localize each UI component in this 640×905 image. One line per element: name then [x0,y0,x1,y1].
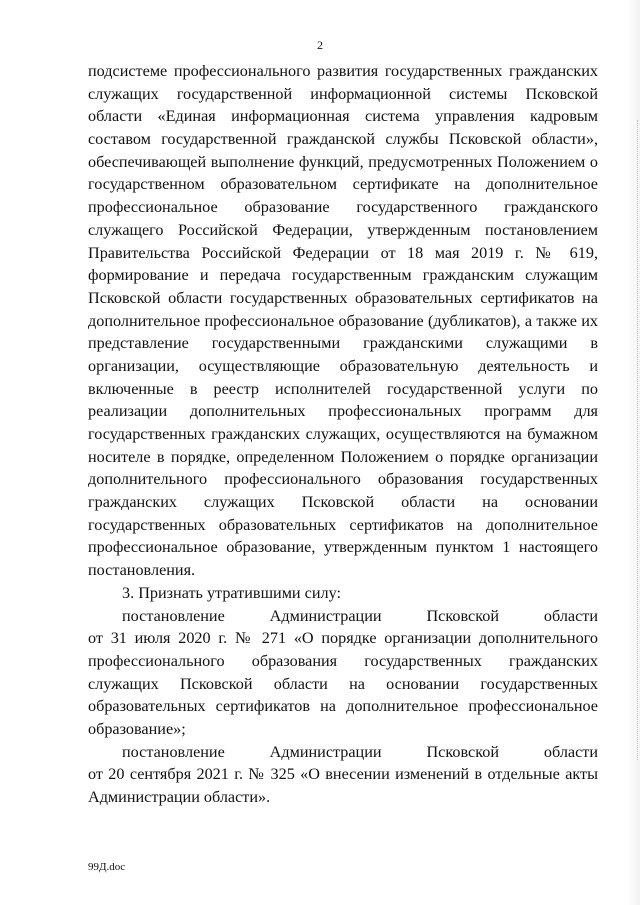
text-line: организации, осуществляющие образовательную деятельность и [88,356,598,375]
text-line: государственном образовательном сертификате на дополнительное [88,175,598,194]
text-line: от 20 сентября 2021 г. № 325 «О внесении изменений в отдельные акты [88,765,598,784]
text-line: включенные в реестр исполнителей государственной услуги по [88,379,598,398]
text-line: государственных гражданских служащих, осуществляются на бумажном [88,425,598,443]
text-line: от 31 июля 2020 г. № 271 «О порядке организации дополнительного [88,629,598,648]
text-line: служащих государственной информационной системы Псковской [88,84,598,103]
text-line: постановление Администрации Псковской области [122,742,598,761]
text-line: гражданских служащих Псковской области на основании [88,493,598,512]
text-line: дополнительного профессионального образования государственных [88,470,598,489]
page-number: 2 [317,38,323,52]
text-line: служащего Российской Федерации, утвержденным постановлением [88,220,598,239]
text-line: области «Единая информационная система управления кадровым [88,107,598,126]
text-line: образовательных сертификатов на дополнительное профессиональное [88,697,598,716]
document-body [88,60,598,809]
scan-edge-dots [635,120,638,760]
text-line: государственных образовательных сертификатов на дополнительное [88,515,598,534]
text-line: профессиональное образование государственного гражданского [88,198,598,217]
text-line: подсистеме профессионального развития государственных гражданских [88,62,598,80]
text-line: образование»; [88,719,186,738]
text-line: обеспечивающей выполнение функций, предусмотренных Положением о [88,152,598,171]
text-line: 3. Признать утратившими силу: [122,583,341,602]
text-line: формирование и передача государственным гражданским служащим [88,266,598,285]
text-line: Псковской области государственных образовательных сертификатов на [88,288,598,307]
footer-filename: 99Д.doc [88,861,126,873]
text-line: профессиональное образование, утвержденным пунктом 1 настоящего [88,538,598,557]
text-line: постановление Администрации Псковской области [122,606,598,625]
text-line: профессионального образования государственных гражданских [88,651,598,670]
text-line: служащих Псковской области на основании государственных [88,674,598,693]
text-line: Правительства Российской Федерации от 18 мая 2019 г. № 619, [88,243,598,262]
text-line: представление государственными гражданскими служащими в [88,334,598,353]
text-line: постановления. [88,561,196,580]
text-line: Администрации области». [88,788,271,806]
text-line: составом государственной гражданской службы Псковской области», [88,130,598,149]
text-line: носителе в порядке, определенном Положением о порядке организации [88,447,598,466]
text-line: реализации дополнительных профессиональных программ для [88,402,598,421]
text-line: дополнительное профессиональное образование (дубликатов), а также их [88,311,598,330]
